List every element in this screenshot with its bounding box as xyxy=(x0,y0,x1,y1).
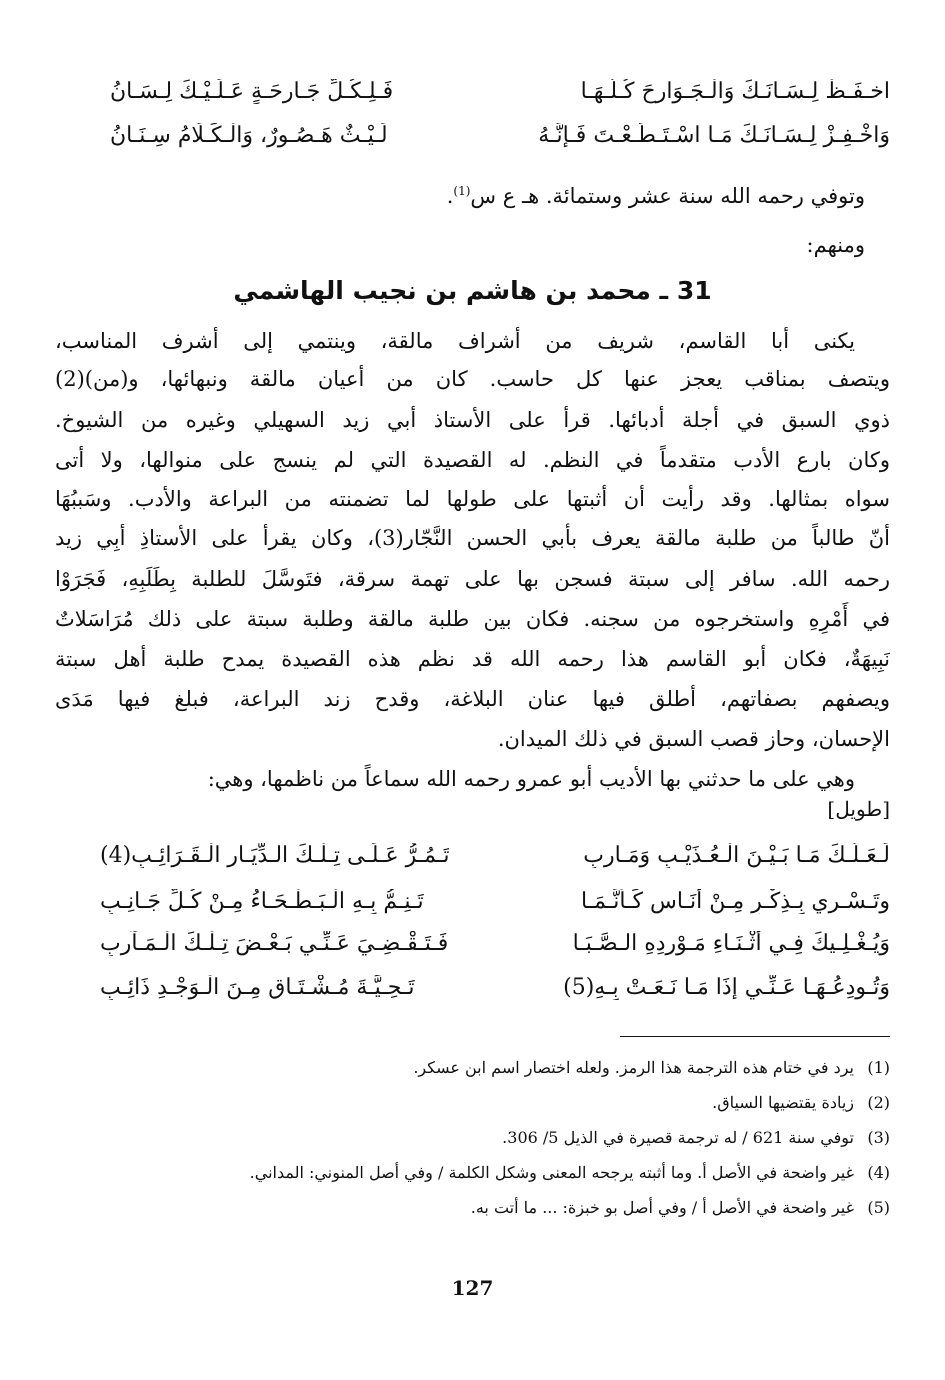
verse-first-hemistich: وَيُـغْـلِـيكَ فِـي أَثْـنَـاءِ مَـوْرِدِهِ الـصَّـبَـا xyxy=(572,930,890,956)
opening-verse xyxy=(110,118,890,152)
poem-verse xyxy=(100,838,890,872)
footnote-text: زيادة يقتضيها السياق. xyxy=(712,1093,854,1112)
body-line: يكنى أبا القاسم، شريف من أشراف مالقة، وينتمي إلى أشرف المناسب، xyxy=(55,329,855,353)
body-line: نَبِيهَةٌ، فكان أبو القاسم هذا رحمه الله قد نظم هذه القصيدة يمدح طلبة أهل سبتة xyxy=(55,647,890,671)
footnote-number: (2) xyxy=(867,1093,890,1112)
footnote-text: توفي سنة 621 / له ترجمة قصيرة في الذيل 5/ 306. xyxy=(502,1128,854,1147)
entry-title: 31 ـ محمد بن هاشم بن نجيب الهاشمي xyxy=(233,276,712,305)
body-line: في أَمْرِهِ واستخرجوه من سجنه. فكان بين طلبة مالقة وطلبة سبتة على ذلك مُرَاسَلاتٌ xyxy=(55,607,890,631)
body-line: ويتصف بمناقب يعجز عنها كل حاسب. كان من أعيان مالقة ونبهائها، و(من)(2) xyxy=(55,367,890,391)
verse-first-hemistich: وَاخْـفِـزْ لِـسَـانَـكَ مَـا اسْـتَـطَـعْـتَ فَـإِنَّـهُ xyxy=(538,122,890,148)
verse-second-hemistich: تَـحِـيَّـةَ مُـشْـتَـاقٍ مِـنَ الْـوَجْـدِ ذَائِـبِ xyxy=(100,974,415,1000)
verse-second-hemistich: فَـلِـكُـلِّ جَـارِحَـةٍ عَـلَـيْـكَ لِـسَـانُ xyxy=(110,78,394,104)
verse-second-hemistich: لَـيْـثٌ هَـصُـورٌ، وَالْـكَـلَامُ سِـنَـانُ xyxy=(110,122,388,148)
death-note: وتوفي رحمه الله سنة عشر وستمائة. هـ ع س$^{(1)}$. xyxy=(446,184,865,208)
verse-second-hemistich: تَـنِـمُّ بِـهِ الْـبَـطْـحَـاءُ مِـنْ كُـلِّ جَـانِـبِ xyxy=(100,888,424,914)
footnote xyxy=(55,1089,890,1117)
footnote xyxy=(55,1054,890,1082)
footnote-number: (1) xyxy=(867,1058,890,1077)
verse-first-hemistich: وتَـسْـرِي بِـذِكْـرٍ مِـنْ أُنَـاسٍ كَـأَنَّـمَـا xyxy=(580,888,890,914)
verse-second-hemistich: تَـمُـرُّ عَـلَـى تِـلْـكَ الـدِّيَـارِ الْـقَـرَائِـبِ(4) xyxy=(100,842,450,868)
body-line: وكان بارع الأدب متقدماً في النظم. له القصيدة التي لم ينسج على منوالها، ولا أتى xyxy=(55,448,890,472)
footnote xyxy=(55,1194,890,1222)
opening-verse xyxy=(110,74,890,108)
body-line: وهي على ما حدثني بها الأديب أبو عمرو رحمه الله سماعاً من ناظمها، وهي: xyxy=(207,767,855,791)
poem-verse xyxy=(100,926,890,960)
footnote-ref: (1) xyxy=(453,184,471,198)
body-line: ذوي السبق في أجلة أدبائها. قرأ على الأستاذ أبي زيد السهيلي وغيره من الشيوخ. xyxy=(55,408,890,432)
poem-verse xyxy=(100,884,890,918)
among-them-label: ومنهم: xyxy=(806,233,865,257)
footnote-divider xyxy=(620,1036,890,1037)
body-line: سواه بمثالها. وقد رأيت أن أثبتها على طولها لما تضمنته من البراعة والأدب. وسَببُهَا xyxy=(55,487,890,511)
page-number: 127 xyxy=(451,1276,494,1300)
footnote-number: (4) xyxy=(867,1163,890,1182)
verse-first-hemistich: اخـفَـظْ لِـسَـانَـكَ وَالْـجَـوَارِحَ كُـلَّـهَـا xyxy=(580,78,890,104)
body-line: الإحسان، وحاز قصب السبق في ذلك الميدان. xyxy=(497,727,890,751)
poem-verse xyxy=(100,970,890,1004)
verse-first-hemistich: وَتُـودِعُـهَـا عَـنِّـي إِذَا مَـا نَـعَـتْ بِـهِ(5) xyxy=(563,974,890,1000)
death-note-text: وتوفي رحمه الله سنة عشر وستمائة. هـ ع س xyxy=(470,184,865,208)
meter-label: [طويل] xyxy=(827,797,890,821)
footnote-number: (5) xyxy=(867,1198,890,1217)
body-line: ويصفهم بصفاتهم، أطلق فيها عنان البلاغة، وقدح زند البراعة، فبلغ فيها مَدَى xyxy=(55,687,890,711)
footnote-text: غير واضحة في الأصل أ / وفي أصل بو خبزة: ... ما أتت به. xyxy=(470,1198,854,1217)
footnote xyxy=(55,1124,890,1152)
verse-first-hemistich: لَـعَـلَّـكَ مَـا بَـيْـنَ الْـعُـذَيْـبِ وَمَـارِبِ xyxy=(583,842,890,868)
footnote-text: يرد في ختام هذه الترجمة هذا الرمز. ولعله اختصار اسم ابن عسكر. xyxy=(413,1058,854,1077)
footnote-number: (3) xyxy=(867,1128,890,1147)
body-line: رحمه الله. سافر إلى سبتة فسجن بها على تهمة سرقة، فتَوسَّلَ للطلبة بِطَلَبِهِ، فَجَرَوْا xyxy=(55,567,890,591)
footnote xyxy=(55,1159,890,1187)
body-line: أنّ طالباً من طلبة مالقة يعرف بأبي الحسن النَّجّار(3)، وكان يقرأ على الأستاذِ أبِي زيد xyxy=(55,526,890,550)
footnote-text: غير واضحة في الأصل أ. وما أثبته يرجحه المعنى وشكل الكلمة / وفي أصل المنوني: المداني. xyxy=(249,1163,854,1182)
verse-second-hemistich: فَـتَـقْـضِـيَ عَـنِّـي بَـعْـضَ تِـلْـكَ الْـمَـآرِبِ xyxy=(100,930,449,956)
